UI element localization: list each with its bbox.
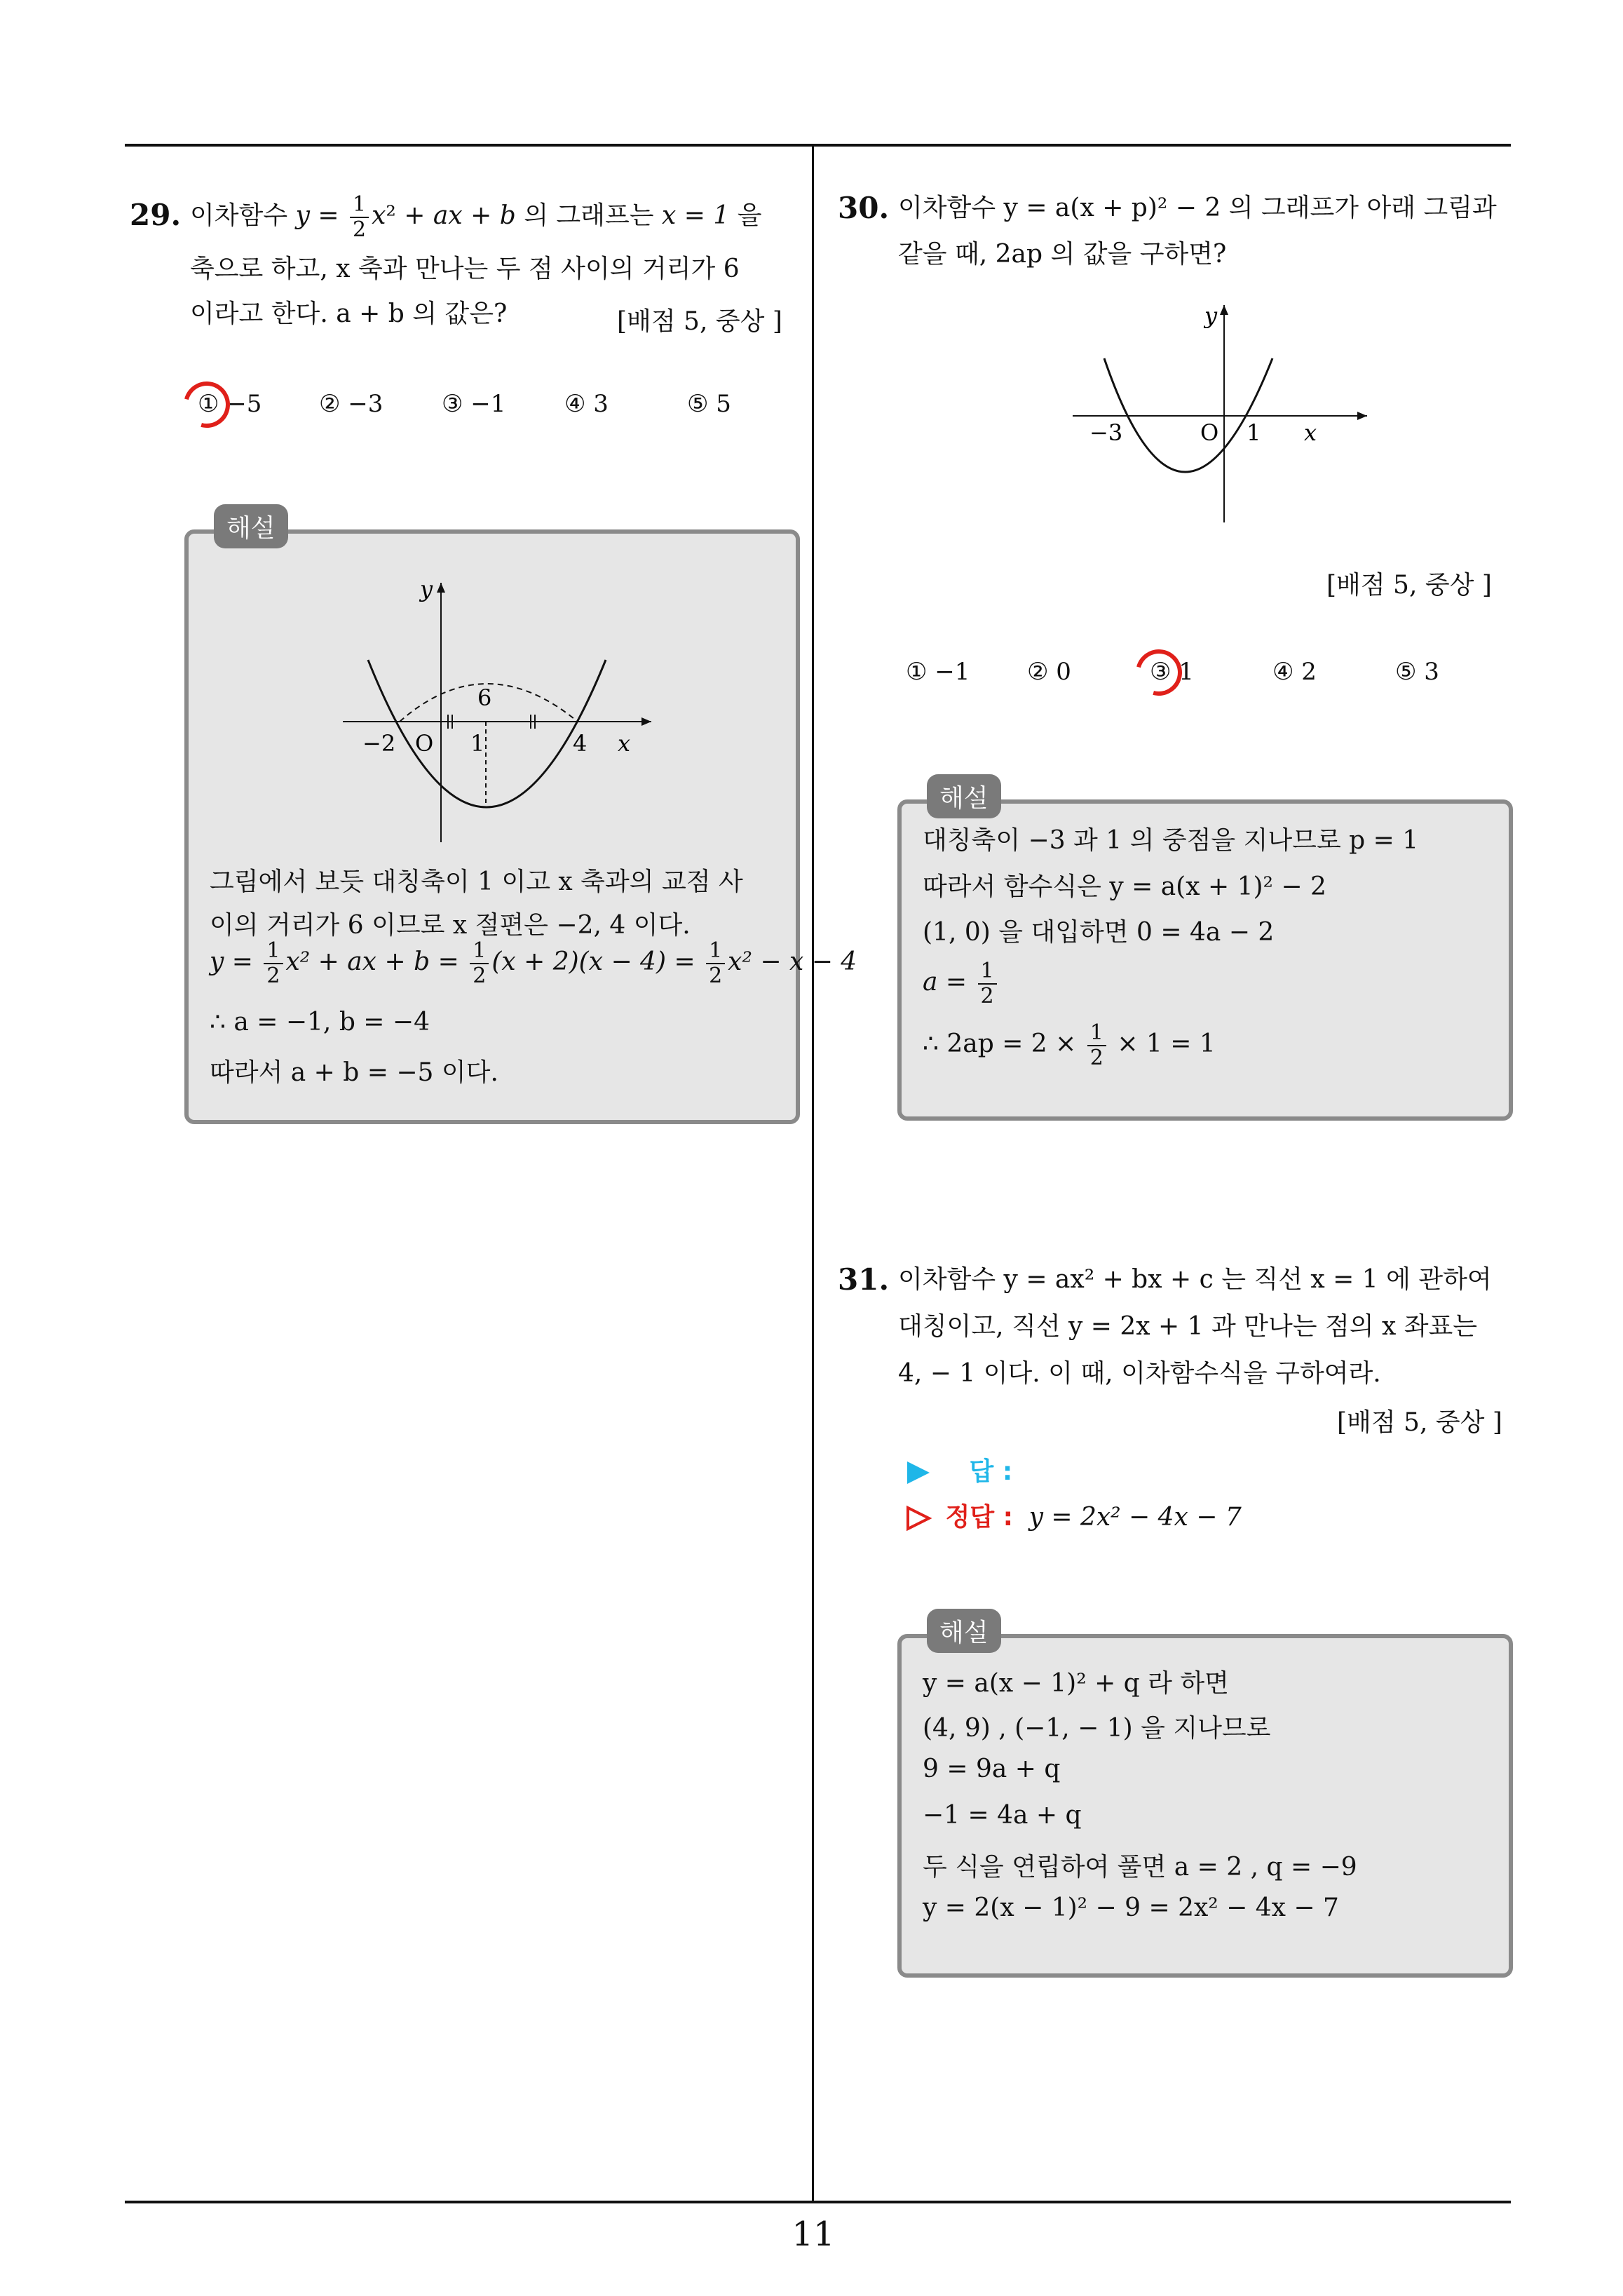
q31-line2: 대칭이고, 직선 y = 2x + 1 과 만나는 점의 x 좌표는 bbox=[898, 1312, 1478, 1341]
solution-box-31 bbox=[897, 1619, 1513, 1978]
question-30 bbox=[838, 186, 1511, 231]
q31-sol-line5: 두 식을 연립하여 풀면 a = 2 , q = −9 bbox=[923, 1853, 1357, 1882]
question-number: 29. bbox=[130, 198, 182, 232]
q31-sol-line2: (4, 9) , (−1, − 1) 을 지나므로 bbox=[923, 1714, 1271, 1743]
q29-sol-line1: 그림에서 보듯 대칭축이 1 이고 x 축과의 교점 사 bbox=[210, 867, 743, 896]
q29-axis: x = 1 bbox=[661, 201, 730, 230]
q29-line2: 축으로 하고, x 축과 만나는 두 점 사이의 거리가 6 bbox=[190, 255, 740, 283]
choice-4[interactable]: ④ 2 bbox=[1272, 658, 1317, 686]
correct-label: 정답 : bbox=[945, 1503, 1014, 1532]
tick-label-neg2: −2 bbox=[362, 730, 396, 757]
axis-label-y: y bbox=[1204, 302, 1218, 329]
fraction-half: $\frac{1}{2}$ bbox=[1087, 1021, 1106, 1070]
solution-tag: 해설 bbox=[927, 774, 1001, 818]
choice-1[interactable]: ① −5 bbox=[198, 390, 262, 418]
q29-line1-end: 을 bbox=[737, 201, 762, 230]
fraction-half: $\frac{1}{2}$ bbox=[470, 939, 489, 988]
choice-4[interactable]: ④ 3 bbox=[564, 390, 609, 418]
q31-sol-line3: 9 = 9a + q bbox=[923, 1755, 1061, 1783]
q31-sol-line1: y = a(x − 1)² + q 라 하면 bbox=[923, 1669, 1229, 1698]
fraction-half: $\frac{1}{2}$ bbox=[264, 939, 283, 988]
choice-2[interactable]: ② −3 bbox=[319, 390, 383, 418]
play-outline-icon bbox=[904, 1504, 932, 1532]
q31-line1: 이차함수 y = ax² + bx + c 는 직선 x = 1 에 관하여 bbox=[898, 1265, 1492, 1294]
q30-line1: 이차함수 y = a(x + p)² − 2 의 그래프가 아래 그림과 bbox=[898, 194, 1497, 222]
axis-label-x: x bbox=[618, 730, 631, 757]
q30-graph bbox=[1066, 298, 1374, 529]
play-icon bbox=[904, 1459, 932, 1487]
question-number: 30. bbox=[838, 191, 890, 225]
q29-graph bbox=[189, 562, 796, 856]
choice-5[interactable]: ⑤ 5 bbox=[687, 390, 731, 418]
correct-value: y = 2x² − 4x − 7 bbox=[1028, 1503, 1242, 1532]
q30-sol-line1: 대칭축이 −3 과 1 의 중점을 지나므로 p = 1 bbox=[923, 826, 1419, 855]
q30-sol-line3: (1, 0) 을 대입하면 0 = 4a − 2 bbox=[923, 918, 1275, 947]
correct-answer-row bbox=[904, 1497, 1242, 1533]
selected-answer-mark bbox=[175, 373, 238, 436]
q30-line2: 같을 때, 2ap 의 값을 구하면? bbox=[898, 240, 1227, 269]
q29-line1-pre: 이차함수 bbox=[190, 201, 288, 230]
q30-sol-line5: ∴ 2ap = 2 × $\frac{1}{2}$ × 1 = 1 bbox=[923, 1020, 1216, 1070]
tick-label-1: 1 bbox=[1247, 419, 1261, 446]
q30-sol-line2: 따라서 함수식은 y = a(x + 1)² − 2 bbox=[923, 872, 1326, 901]
q31-line3: 4, − 1 이다. 이 때, 이차함수식을 구하여라. bbox=[898, 1359, 1381, 1388]
q29-sol-line2: 이의 거리가 6 이므로 x 절편은 −2, 4 이다. bbox=[210, 911, 691, 940]
origin-label: O bbox=[415, 730, 434, 757]
fraction-half: $\frac{1}{2}$ bbox=[706, 939, 725, 988]
q31-score: [배점 5, 중상 ] bbox=[1337, 1408, 1502, 1437]
tick-label-1: 1 bbox=[470, 730, 485, 757]
tick-label-neg3: −3 bbox=[1089, 419, 1123, 446]
solution-tag: 해설 bbox=[927, 1609, 1001, 1653]
choice-5[interactable]: ⑤ 3 bbox=[1395, 658, 1439, 686]
distance-label: 6 bbox=[477, 684, 492, 711]
fraction-half: $\frac{1}{2}$ bbox=[978, 959, 997, 1008]
q29-score: [배점 5, 중상 ] bbox=[617, 307, 782, 336]
tick-label-4: 4 bbox=[573, 730, 588, 757]
question-31 bbox=[838, 1257, 1511, 1302]
solution-box-29 bbox=[184, 514, 857, 1124]
question-29: 29. 이차함수 y = $\frac{1}{2}$ x² + ax + b 의 그래프는 x = 1 을 bbox=[130, 192, 762, 242]
q29-line1-post: 의 그래프는 bbox=[524, 201, 654, 230]
q29-line3: 이라고 한다. a + b 의 값은? bbox=[190, 299, 508, 328]
q30-sol-line4: a = $\frac{1}{2}$ bbox=[923, 959, 1000, 1008]
q31-sol-line6: y = 2(x − 1)² − 9 = 2x² − 4x − 7 bbox=[923, 1893, 1339, 1922]
answer-label: 답 : bbox=[969, 1457, 1013, 1486]
bottom-rule bbox=[125, 2201, 1511, 2203]
fraction-half: $\frac{1}{2}$ bbox=[350, 193, 369, 242]
page-number: 11 bbox=[792, 2215, 835, 2254]
q31-sol-line4: −1 = 4a + q bbox=[923, 1801, 1082, 1830]
axis-label-x: x bbox=[1304, 419, 1317, 446]
solution-box-30 bbox=[897, 784, 1513, 1121]
top-rule bbox=[125, 144, 1511, 147]
origin-label: O bbox=[1200, 419, 1219, 446]
question-number: 31. bbox=[838, 1262, 890, 1297]
q29-sol-line4: ∴ a = −1, b = −4 bbox=[210, 1008, 430, 1036]
column-divider bbox=[812, 144, 814, 2202]
axis-label-y: y bbox=[420, 576, 433, 602]
q30-score: [배점 5, 중상 ] bbox=[1326, 571, 1492, 600]
q29-sol-line5: 따라서 a + b = −5 이다. bbox=[210, 1058, 498, 1087]
choice-2[interactable]: ② 0 bbox=[1027, 658, 1071, 686]
choice-1[interactable]: ① −1 bbox=[906, 658, 970, 686]
choice-3[interactable]: ③ 1 bbox=[1150, 658, 1194, 686]
q29-sol-line3: y = $\frac{1}{2}$ x² + ax + b = $\frac{1}{2}$ (x + 2)(x − 4) = $\frac{1}{2}$ x² − x − 4 bbox=[210, 938, 857, 988]
selected-answer-mark bbox=[1127, 641, 1190, 704]
solution-tag: 해설 bbox=[214, 504, 288, 548]
choice-3[interactable]: ③ −1 bbox=[442, 390, 506, 418]
answer-row bbox=[904, 1452, 1012, 1487]
